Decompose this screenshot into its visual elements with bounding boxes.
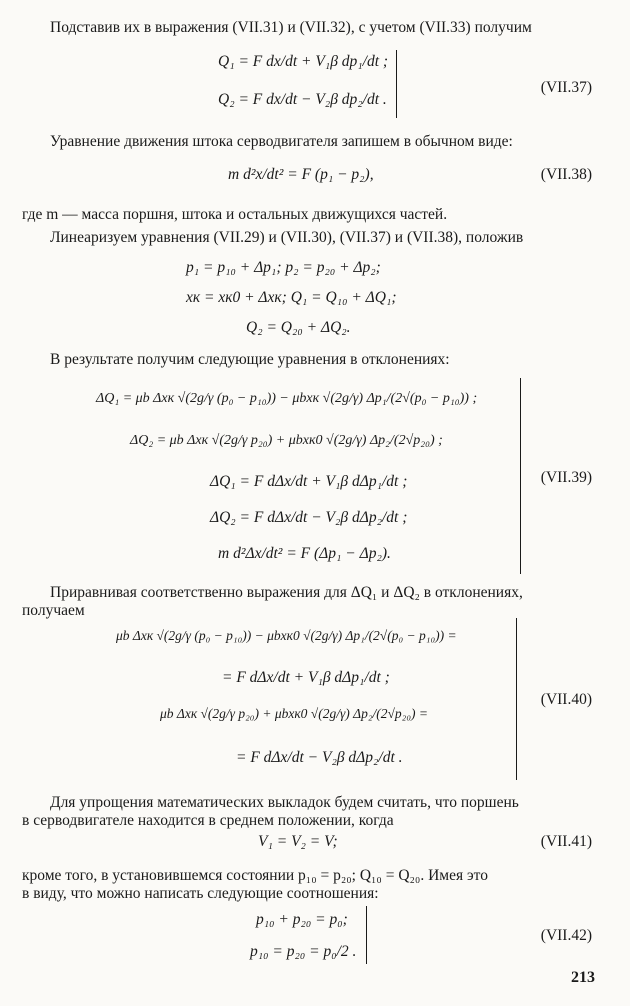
eq40-line3: μb Δxк √(2g/γ p₂₀) + μbxк0 √(2g/γ) Δp₂/(2√p₂₀) = [160, 706, 429, 721]
eq39-line4: ΔQ₂ = F dΔx/dt − V₂β dΔp₂/dt ; [210, 509, 408, 526]
eq39-line3: ΔQ₁ = F dΔx/dt + V₁β dΔp₁/dt ; [210, 473, 408, 490]
eq39-line5: m d²Δx/dt² = F (Δp₁ − Δp₂). [218, 545, 391, 562]
paragraph-equate-line1: Приравнивая соответственно выражения для ΔQ₁ и ΔQ₂ в отклонениях, [50, 584, 523, 601]
eq39-line1: ΔQ₁ = μb Δxк √(2g/γ (p₀ − p₁₀)) − μbxк √(2g/γ) Δp₁/(2√(p₀ − p₁₀)) ; [96, 391, 478, 406]
paragraph-motion: Уравнение движения штока серводвигателя запишем в обычном виде: [50, 133, 513, 150]
paragraph-steady-line2: в виду, что можно написать следующие соотношения: [22, 885, 379, 902]
eq37-line1: Q₁ = F dx/dt + V₁β dp₁/dt ; [218, 53, 389, 70]
paragraph-equate-line2: получаем [22, 602, 85, 619]
eq39-brace [520, 378, 521, 574]
eq37-line2: Q₂ = F dx/dt − V₂β dp₂/dt . [218, 91, 387, 108]
eq38-number: (VII.38) [540, 166, 592, 183]
eq38-line1: m d²x/dt² = F (p₁ − p₂), [228, 166, 374, 183]
paragraph-simplify-line1: Для упрощения математических выкладок будем считать, что поршень [50, 794, 519, 811]
paragraph-deviations: В результате получим следующие уравнения в отклонениях: [50, 351, 450, 368]
eq41-number: (VII.41) [540, 833, 592, 850]
eq42-brace [366, 906, 367, 964]
eq42-number: (VII.42) [540, 927, 592, 944]
eq42-line2: p₁₀ = p₂₀ = p₀/2 . [250, 943, 357, 960]
paragraph-mass: где m — масса поршня, штока и остальных движущихся частей. [22, 206, 448, 223]
eq42-line1: p₁₀ + p₂₀ = p₀; [256, 911, 348, 928]
page-number: 213 [571, 969, 595, 986]
lin-line1: p₁ = p₁₀ + Δp₁; p₂ = p₂₀ + Δp₂; [186, 259, 381, 276]
eq40-line2: = F dΔx/dt + V₁β dΔp₁/dt ; [222, 669, 390, 686]
eq40-brace [516, 618, 517, 780]
eq37-brace [396, 50, 397, 118]
paragraph-linearize: Линеаризуем уравнения (VII.29) и (VII.30), (VII.37) и (VII.38), положив [50, 229, 524, 246]
eq41-line1: V₁ = V₂ = V; [258, 833, 338, 850]
lin-line2: xк = xк0 + Δxк; Q₁ = Q₁₀ + ΔQ₁; [186, 289, 397, 306]
paragraph-intro: Подставив их в выражения (VII.31) и (VII.32), с учетом (VII.33) получим [50, 19, 532, 36]
eq39-line2: ΔQ₂ = μb Δxк √(2g/γ p₂₀) + μbxк0 √(2g/γ) Δp₂/(2√p₂₀) ; [130, 433, 443, 448]
lin-line3: Q₂ = Q₂₀ + ΔQ₂. [246, 319, 351, 336]
paragraph-steady-line1: кроме того, в установившемся состоянии p₁₀ = p₂₀; Q₁₀ = Q₂₀. Имея это [22, 867, 488, 884]
eq39-number: (VII.39) [540, 469, 592, 486]
eq40-number: (VII.40) [540, 691, 592, 708]
eq40-line4: = F dΔx/dt − V₂β dΔp₂/dt . [236, 749, 403, 766]
eq40-line1: μb Δxк √(2g/γ (p₀ − p₁₀)) − μbxк0 √(2g/γ) Δp₁/(2√(p₀ − p₁₀)) = [116, 628, 457, 643]
paragraph-simplify-line2: в серводвигателе находится в среднем положении, когда [22, 812, 394, 829]
eq37-number: (VII.37) [540, 79, 592, 96]
